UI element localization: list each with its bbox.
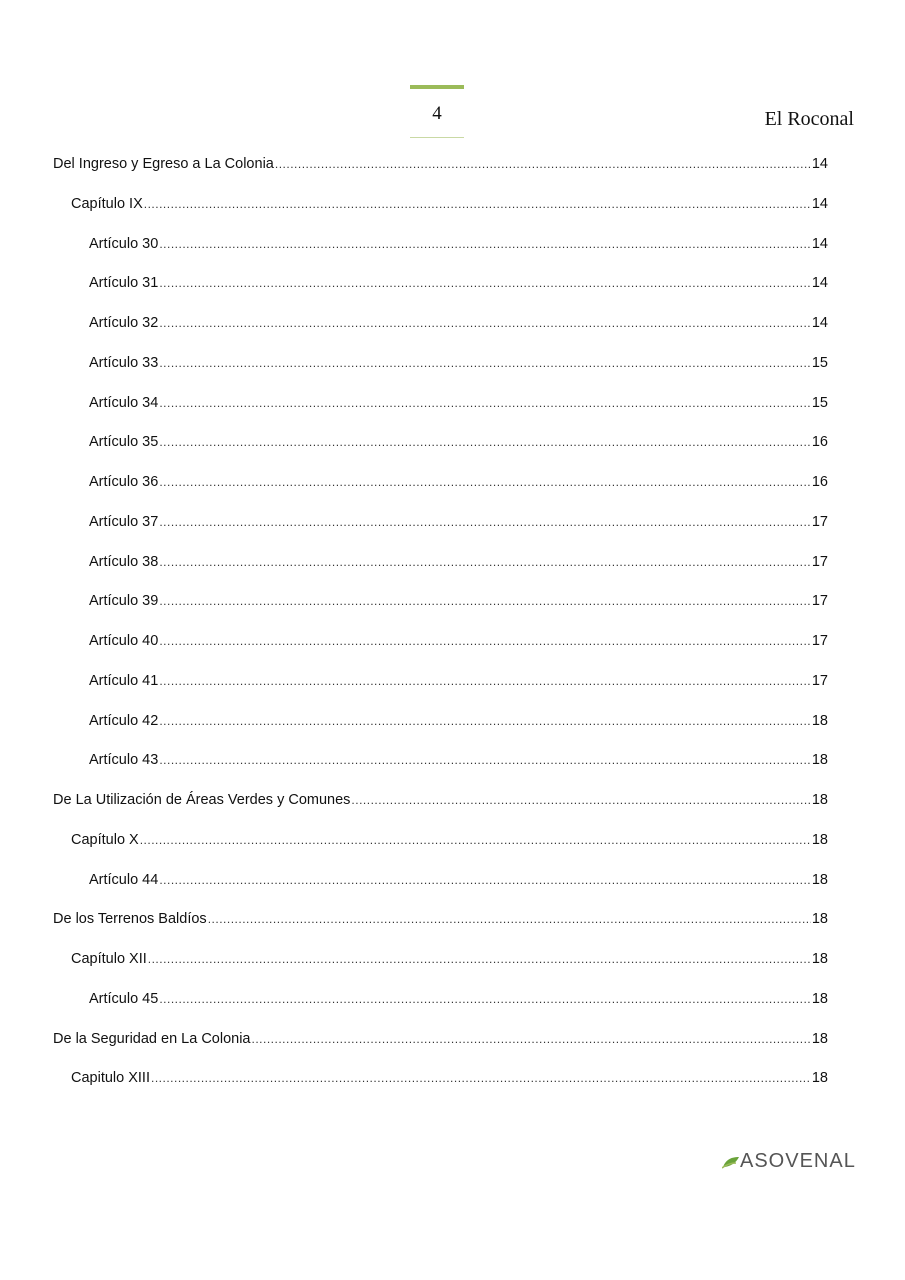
toc-entry[interactable] [53,1067,828,1107]
toc-entry-page: 17 [811,672,828,689]
toc-entry-page: 18 [811,792,828,808]
toc-entry[interactable] [53,153,828,193]
toc-entry[interactable] [53,551,828,591]
toc-entry[interactable] [53,471,828,511]
toc-entry-page: 14 [811,156,828,172]
toc-entry[interactable] [53,272,828,312]
dot-leader [275,153,811,175]
toc-entry-page: 14 [811,275,828,292]
dot-leader [351,789,810,811]
toc-entry[interactable] [53,988,828,1028]
toc-entry[interactable] [53,511,828,551]
toc-entry-page: 18 [811,871,828,888]
toc-entry[interactable] [53,193,828,233]
toc-entry[interactable] [53,948,828,988]
toc-entry-label: De los Terrenos Baldíos [53,911,207,928]
dot-leader [159,392,811,414]
dot-leader [159,551,811,573]
logo-text: ASOVENAL [740,1150,856,1172]
toc-entry-label: De la Seguridad en La Colonia [53,1030,251,1047]
dot-leader [159,312,811,334]
toc-entry[interactable] [53,233,828,273]
toc-entry-label: Artículo 37 [89,513,159,530]
page-number: 4 [432,103,442,124]
dot-leader [208,908,811,930]
toc-entry-label: Artículo 40 [89,633,159,649]
dot-leader [252,1028,811,1050]
toc-entry[interactable] [53,829,828,869]
toc-entry[interactable] [53,431,828,471]
dot-leader [159,749,811,771]
toc-entry[interactable] [53,749,828,789]
toc-entry-page: 17 [811,633,828,649]
toc-entry[interactable] [53,352,828,392]
dot-leader [159,869,811,891]
toc-entry-page: 17 [811,593,828,610]
toc-entry-page: 14 [811,195,828,212]
toc-entry-page: 17 [811,553,828,570]
toc-entry-label: Artículo 30 [89,235,159,252]
toc-entry-label: Artículo 43 [89,752,159,769]
dot-leader [159,670,811,692]
toc-entry-label: Capítulo XII [71,951,147,967]
toc-entry[interactable] [53,1028,828,1068]
toc-entry-label: Artículo 39 [89,593,159,610]
dot-leader [148,948,811,970]
toc-entry[interactable] [53,670,828,710]
toc-entry-page: 18 [811,712,828,729]
toc-entry[interactable] [53,392,828,432]
toc-entry-label: Artículo 41 [89,672,159,689]
toc-entry-label: De La Utilización de Áreas Verdes y Comunes [53,792,351,808]
toc-entry[interactable] [53,710,828,750]
toc-entry-label: Artículo 45 [89,990,159,1007]
dot-leader [159,511,811,533]
toc-entry-page: 18 [811,1030,828,1047]
toc-entry-label: Artículo 33 [89,354,159,371]
dot-leader [151,1067,811,1089]
dot-leader [159,272,811,294]
toc-entry-page: 14 [811,315,828,331]
dot-leader [159,233,811,255]
toc-entry[interactable] [53,590,828,630]
toc-entry-page: 15 [811,394,828,411]
toc-entry-label: Capítulo IX [71,195,143,212]
asovenal-logo [722,1150,856,1173]
toc-entry-label: Artículo 38 [89,553,159,570]
toc-entry-label: Artículo 42 [89,712,159,729]
toc-entry-label: Capítulo X [71,831,139,848]
toc-entry[interactable] [53,630,828,670]
toc-entry-page: 18 [811,951,828,967]
dot-leader [159,710,811,732]
toc-entry-page: 18 [811,911,828,928]
dot-leader [159,431,811,453]
toc-entry-page: 16 [811,474,828,490]
toc-entry-label: Capitulo XIII [71,1070,150,1087]
toc-entry-page: 15 [811,354,828,371]
toc-entry-label: Artículo 44 [89,871,159,888]
dot-leader [159,988,811,1010]
toc-entry-page: 16 [811,434,828,451]
header-accent-bar [410,85,464,89]
toc-entry[interactable] [53,789,828,829]
toc-entry-page: 18 [811,831,828,848]
toc-entry-label: Del Ingreso y Egreso a La Colonia [53,156,274,172]
toc-entry[interactable] [53,869,828,909]
toc-entry-page: 18 [811,990,828,1007]
toc-entry-page: 17 [811,513,828,530]
toc-entry[interactable] [53,312,828,352]
toc-entry-label: Artículo 35 [89,434,159,451]
dot-leader [140,829,811,851]
toc-entry-page: 18 [811,1070,828,1087]
toc-entry-label: Artículo 34 [89,394,159,411]
table-of-contents [53,153,828,1107]
toc-entry-page: 18 [811,752,828,769]
toc-entry-label: Artículo 32 [89,315,159,331]
toc-entry-label: Artículo 36 [89,474,159,490]
header-divider [410,137,464,138]
toc-entry-page: 14 [811,235,828,252]
toc-entry[interactable] [53,908,828,948]
header-title: El Roconal [764,108,854,130]
dot-leader [159,471,811,493]
dot-leader [159,590,811,612]
dot-leader [159,630,811,652]
leaf-icon [722,1155,740,1169]
dot-leader [144,193,811,215]
toc-entry-label: Artículo 31 [89,275,159,292]
dot-leader [159,352,811,374]
